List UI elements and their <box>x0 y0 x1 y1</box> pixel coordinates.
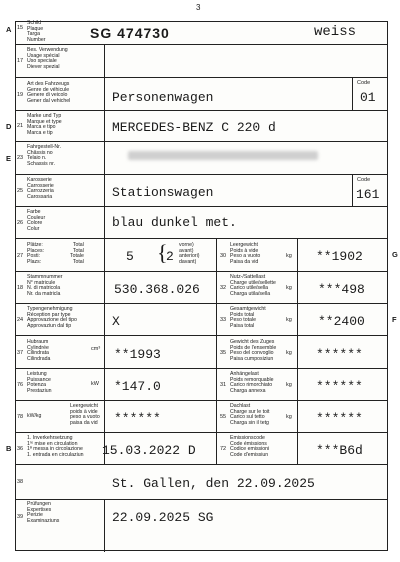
body-label: Karosserie Carrosserie Carrozzeria Carossaria <box>27 177 54 200</box>
emission-code-value: ***B6d <box>316 443 363 458</box>
type-approval-label: Typengenehmigung Réception par type Approvazione del tipo Approvaziun dal tip <box>27 306 77 329</box>
matricule-label: Stammnummer N° matricule N. di matricola Nr. da matricla <box>27 274 63 297</box>
power-value: *147.0 <box>114 379 161 394</box>
vehicle-type-code: 01 <box>360 90 376 105</box>
empty-weight-value: **1902 <box>316 249 363 264</box>
row-first-registration-emissions: B 36 1. Inverkehrsetzung 1ʳᵉ mise en circulation 1ª messa in circolazione 1. entrada en circulaziun 15.03.2022 D 72 Emissionscode Code émissions Codice emissioni Code d'emissiun ***B6d <box>16 433 387 465</box>
power-label: Leistung Puissance Potenza Prestaziun <box>27 371 52 394</box>
trailer-load-value: ****** <box>316 379 363 394</box>
side-letter-f: F <box>392 315 397 324</box>
side-letter-b: B <box>6 444 12 453</box>
trailer-load-label: Anhängelast Poids remorquable Carico rimorchiato Charga annexa <box>230 371 274 394</box>
plate-number: SG 474730 <box>90 25 170 41</box>
row-vehicle-type: 19 Art des Fahrzeugs Genre de véhicule Genere di veicolo Gener dal vehichel Personenwagen Code 01 <box>16 78 387 111</box>
body-code: 161 <box>356 187 380 202</box>
chassis-label: Fahrgestell-Nr. Châssis no Telaio n. Schassis nr. <box>27 144 62 167</box>
row-plate: A 15 Schild Plaque Targa Number SG 474730 weiss <box>16 22 387 45</box>
row-special-use: 17 Bes. Verwendung Usage spécial Uso speciale Diever spezial <box>16 45 387 78</box>
matricule-value: 530.368.026 <box>114 282 200 297</box>
special-use-label: Bes. Verwendung Usage spécial Uso speciale Diever spezial <box>27 47 68 70</box>
first-registration-label: 1. Inverkehrsetzung 1ʳᵉ mise en circulation 1ª messa in circolazione 1. entrada en circulaziun <box>27 435 84 458</box>
power-weight-value: ****** <box>114 411 161 426</box>
seats-total: 5 <box>126 249 134 264</box>
row-displacement-train-weight: 37 Hubraum Cylindrée Cilindrata Cilindrada cm³ **1993 35 Gewicht des Zuges Poids de l'ensemble Peso del convoglio Paisa cumposiziun kg ****** <box>16 336 387 369</box>
row-seats-empty-weight: 27 Plätze: Places: Posti: Plazs: Total Total Totale Total 5 { 2 vorne) avant) anteriori) davant) 30 Leergewicht Poids à vide Peso a vuoto Paisa da vid kg **1902 G <box>16 239 387 272</box>
row-power-ratio-roof-load: 78 kW/kg Leergewicht poids à vide peso a vuoto paisa da vid ****** 55 Dachlast Charge sur le toit Carico sul tetto Charga sin il tetg kg ****** <box>16 401 387 433</box>
make-type-label: Marke und Typ Marque et type Marca e tipo Marca e tip <box>27 113 62 136</box>
side-letter-a: A <box>6 25 12 34</box>
color-value: blau dunkel met. <box>112 215 237 230</box>
row-matricule-payload: 18 Stammnummer N° matricule N. di matricola Nr. da matricla 530.368.026 32 Nutz-/Sattellast Charge utile/sellette Carico utile/sella Charga utila/sella kg ***498 <box>16 272 387 304</box>
total-weight-label: Gesamtgewicht Poids total Peso totale Paisa total <box>230 306 266 329</box>
body-value: Stationswagen <box>112 185 214 200</box>
row-place-date: 38 St. Gallen, den 22.09.2025 <box>16 465 387 500</box>
vehicle-type-value: Personenwagen <box>112 90 214 105</box>
empty-weight-label: Leergewicht Poids à vide Peso a vuoto Paisa da vid <box>230 242 261 265</box>
inspections-label: Prüfungen Expertises Perizie Examinaziuns <box>27 501 60 524</box>
displacement-label: Hubraum Cylindrée Cilindrata Cilindrada <box>27 339 51 362</box>
power-weight-label: Leergewicht poids à vide peso a vuoto paisa da vid <box>70 403 100 426</box>
row-color: 26 Farbe Couleur Colore Colur blau dunkel met. <box>16 207 387 239</box>
train-weight-label: Gewicht des Zuges Poids de l'ensemble Peso del convoglio Paisa cumposiziun <box>230 339 277 362</box>
vehicle-registration-form <box>6 20 398 551</box>
color-label: Farbe Couleur Colore Colur <box>27 209 46 232</box>
plate-label: Schild Plaque Targa Number <box>27 20 46 43</box>
page-number: 3 <box>196 3 201 12</box>
place-date-value: St. Gallen, den 22.09.2025 <box>112 476 315 491</box>
row-approval-total-weight: 24 Typengenehmigung Réception par type Approvazione del tipo Approvaziun dal tip X 33 Gesamtgewicht Poids total Peso totale Paisa total kg **2400 F <box>16 304 387 336</box>
vehicle-type-label: Art des Fahrzeugs Genre de véhicule Genere di veicolo Gener dal vehichel <box>27 81 71 104</box>
seats-label: Plätze: Places: Posti: Plazs: <box>27 242 45 265</box>
roof-load-value: ****** <box>316 411 363 426</box>
seats-front: 2 <box>166 249 174 264</box>
type-approval-value: X <box>112 314 120 329</box>
row-chassis: E 23 Fahrgestell-Nr. Châssis no Telaio n. Schassis nr. <box>16 142 387 175</box>
side-letter-e: E <box>6 154 12 163</box>
plate-color: weiss <box>314 24 357 40</box>
row-inspections: 39 Prüfungen Expertises Perizie Examinaziuns 22.09.2025 SG <box>16 500 387 552</box>
inspection-date-value: 22.09.2025 SG <box>112 510 214 525</box>
row-body: 25 Karosserie Carrosserie Carrozzeria Carossaria Stationswagen Code 161 <box>16 175 387 207</box>
roof-load-label: Dachlast Charge sur le toit Carico sul tetto Charga sin il tetg <box>230 403 270 426</box>
make-type-value: MERCEDES-BENZ C 220 d <box>112 120 276 135</box>
total-weight-value: **2400 <box>318 314 365 329</box>
train-weight-value: ****** <box>316 347 363 362</box>
side-letter-g: G <box>392 250 398 259</box>
chassis-number-redacted <box>128 151 318 160</box>
row-power-trailer-load: 76 Leistung Puissance Potenza Prestaziun kW *147.0 31 Anhängelast Poids remorquable Carico rimorchiato Charga annexa kg ****** <box>16 369 387 401</box>
payload-label: Nutz-/Sattellast Charge utile/sellette Carico utile/sella Charga utila/sella <box>230 274 276 297</box>
displacement-value: **1993 <box>114 347 161 362</box>
row-make-type: D 21 Marke und Typ Marque et type Marca e tipo Marca e tip MERCEDES-BENZ C 220 d <box>16 111 387 142</box>
first-registration-value: 15.03.2022 D <box>102 443 196 458</box>
payload-value: ***498 <box>318 282 365 297</box>
emission-code-label: Emissionscode Code émissions Codice emissioni Code d'emissiun <box>230 435 270 458</box>
side-letter-d: D <box>6 122 12 131</box>
